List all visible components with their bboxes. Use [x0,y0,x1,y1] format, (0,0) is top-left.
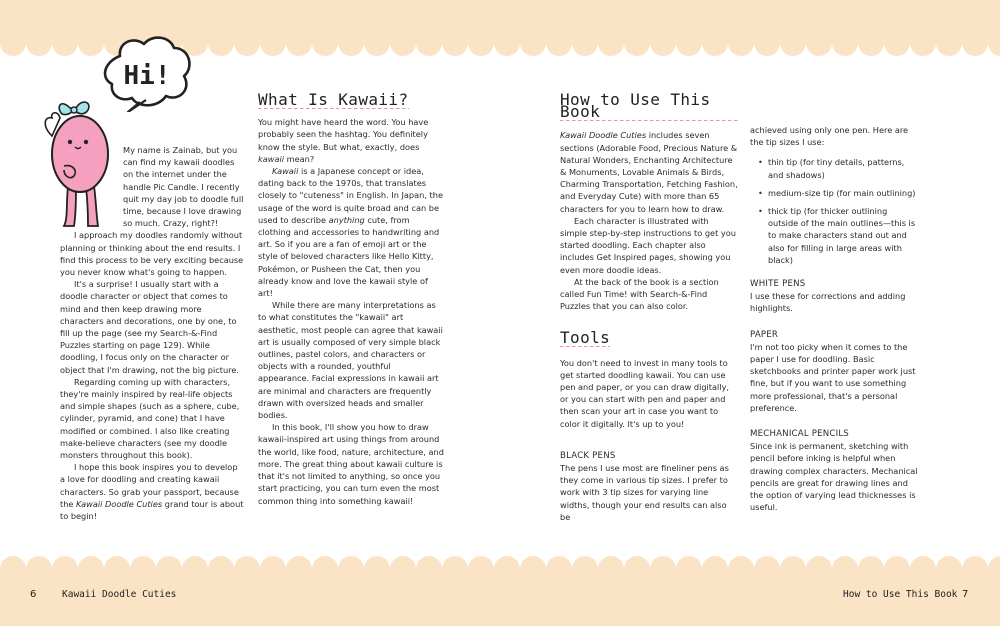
kawaii-p1-text: You might have heard the word. You have probably seen the hashtag. You definitely know the style. But what, exactly, does [258,117,429,152]
white-pens-title: WHITE PENS [750,279,806,290]
kawaii-p1-end: mean? [286,153,315,164]
left-running-title: Kawaii Doodle Cuties [62,589,177,600]
how-to-use-section [560,90,738,523]
how-to-use-p1-text: includes seven sections (Adorable Food, Precious Nature & Natural Wonders, Enchanting Architecture & Monuments, Lovable Animals & Birds, Charming Transportation, Fetching Fashion, and Everyday Cute) with more than 65 characters for you to learn how to draw. [560,130,738,214]
intro-paragraph-5 [60,461,244,522]
black-pens-title: BLACK PENS [560,450,616,461]
tools-continued-column [750,124,920,513]
intro-column [60,144,244,522]
mechanical-pencils-text: Since ink is permanent, sketching with pencil before inking is helpful when drawing complex characters. Mechanical pencils are great for drawing lines and the option of varying lead thicknesses is useful. [750,441,918,513]
intro-text-5-end: grand tour is about to begin! [60,498,244,522]
tools-paragraph: You don't need to invest in many tools to get started doodling kawaii. You can use pen and paper, or you can draw digitally, or you can start with pen and paper and then scan your art in case you want to color it digitally. It's up to you! [560,357,730,429]
kawaii-p1-em: kawaii [258,153,285,164]
how-to-use-paragraph-3: At the back of the book is a section called Fun Time! with Search-&-Find Puzzles that you can also color. [560,276,719,312]
kawaii-paragraph-3: While there are many interpretations as to what constitutes the "kawaii" art aesthetic, most people can agree that kawaii art is usually composed of very simple black outlines, pastel colors, and characters or objects with a rounded, youthful appearance. Facial expressions in kawaii art are minimal and characters are frequently drawn with oversized heads and smaller bodies. [258,300,443,421]
intro-text-1: My name is Zainab, but you can find my kawaii doodles on the internet under the handle Pic Candle. I recently quit my day job to doodle full time, because I love drawing so much. Crazy, right?! [123,145,244,229]
kawaii-paragraph-1 [258,116,444,165]
left-page-number: 6 [30,589,37,600]
kawaii-p2-em2: anything [328,214,365,225]
black-pens-text: The pens I use most are fineliner pens as they come in various tip sizes. I prefer to work with 3 tip sizes for varying line widths, though your end results can also be [560,463,729,522]
kawaii-p2-end: cute, from clothing and accessories to handwriting and art. So if you are a fan of emoji art or the style of beloved characters like Hello Kitty, Pokémon, or Pusheen the Cat, then you already know and love the kawaii style of art! [258,214,440,299]
paper-text: I'm not too picky when it comes to the paper I use for doodling. Basic sketchbooks and printer paper work just fine, but if you want to use something more professional, that's a personal preference. [750,341,916,413]
tip-sizes-list [750,156,920,266]
how-to-use-paragraph-2: Each character is illustrated with simple step-by-step instructions to get you started doodling. Each chapter also includes Get Inspired pages, showing you even more doodle ideas. [560,215,736,275]
list-item: • thick tip (for thicker outlining outside of the main outlines—this is to make characters stand out and also for filling in large areas with black) [760,205,920,266]
intro-text-5: I hope this book inspires you to develop a love for doodling and creating kawaii characters. So grab your passport, because the [60,462,239,509]
right-page-number: 7 [962,589,969,600]
intro-paragraph-1 [123,144,244,229]
intro-text-2: I approach my doodles randomly without planning or thinking about the end results. I find this process to be very exciting because you never know what's going to happen. [60,230,244,278]
kawaii-p2-em: Kawaii [272,166,299,177]
hi-text: Hi! [123,61,171,91]
intro-text-3: It's a surprise! I usually start with a doodle character or object that comes to mind and then keep drawing more characters and decorations, one by one, to fill up the page (see my Search-&-Find Puzzles starting on page 129). While doodling, I focus only on the character or object that I'm drawing, not the big picture. [60,279,239,375]
what-is-kawaii-section [258,90,444,507]
tools-heading: Tools [560,328,611,348]
intro-paragraph-2 [60,229,244,278]
bottom-scallop-edge [0,555,1000,569]
intro-paragraph-4 [60,376,244,461]
book-title-italic: Kawaii Doodle Cuties [76,498,163,509]
how-to-use-book-title: Kawaii Doodle Cuties [560,130,647,141]
right-running-title: How to Use This Book [843,589,958,600]
intro-text-4: Regarding coming up with characters, they're mainly inspired by real-life objects and simple shapes (such as a sphere, cube, cylinder, pyramid, and cone) that I have modified or combined. I also like creating make-believe characters (see my doodle monsters throughout this book). [60,376,240,461]
how-to-use-heading: How to Use This Book [560,94,738,121]
mechanical-pencils-title: MECHANICAL PENCILS [750,429,849,440]
list-item: • medium-size tip (for main outlining) [760,187,920,199]
white-pens-text: I use these for corrections and adding highlights. [750,291,906,314]
kawaii-paragraph-2 [258,165,444,299]
what-is-kawaii-heading: What Is Kawaii? [258,90,409,109]
kawaii-p2-text: is a Japanese concept or idea, dating back to the 1970s, that translates closely to "cuteness" in English. In Japan, the usage of the word is quite broad and can be used to describe [258,166,443,225]
kawaii-paragraph-4: In this book, I'll show you how to draw kawaii-inspired art using things from around the world, like food, nature, architecture, and more. The great thing about kawaii culture is that it's not limited to anything, so once you start practicing, you can turn even the most common thing into something kawaii! [258,422,444,506]
tip-sizes-intro: achieved using only one pen. Here are the tip sizes I use: [750,125,909,148]
how-to-use-paragraph-1 [560,129,738,214]
paper-title: PAPER [750,329,779,340]
intro-paragraph-3 [60,278,244,376]
list-item: • thin tip (for tiny details, patterns, and shadows) [760,156,920,180]
